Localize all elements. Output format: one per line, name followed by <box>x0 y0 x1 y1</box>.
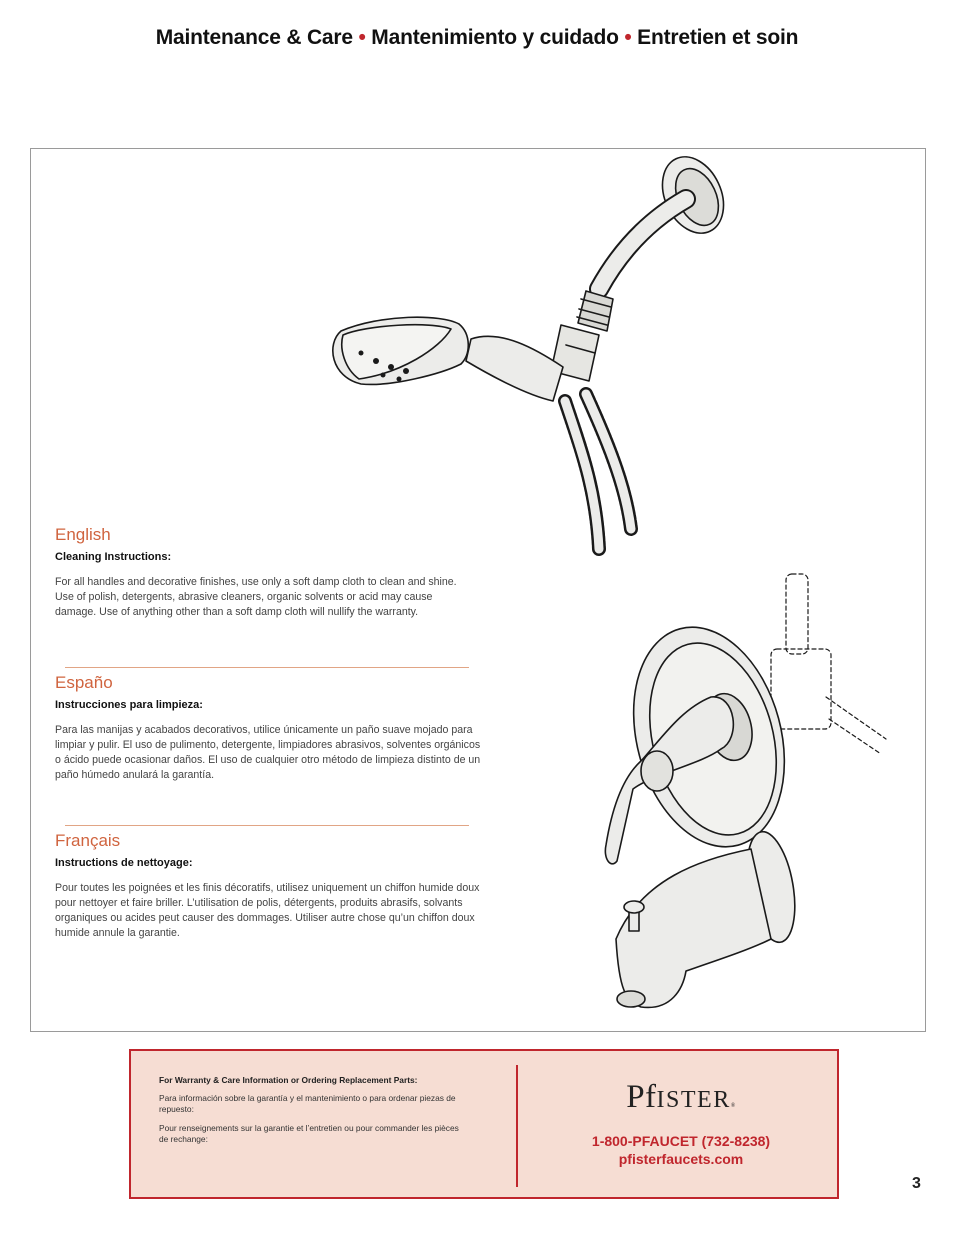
warranty-french: Pour renseignements sur la garantie et l’entretien ou pour commander les pièces de rechange: <box>159 1123 459 1144</box>
handshower-handle <box>466 336 563 401</box>
title-french: Entretien et soin <box>637 26 799 49</box>
spanish-section <box>55 673 481 783</box>
section-title: Españo <box>55 673 113 692</box>
warranty-spanish: Para información sobre la garantía y el mantenimiento o para ordenar piezas de repuesto: <box>159 1093 456 1114</box>
section-title: English <box>55 525 111 544</box>
instructions-panel <box>30 148 926 1032</box>
warranty-heading: For Warranty & Care Information or Ordering Replacement Parts: <box>159 1075 418 1085</box>
title-separator: • <box>358 26 366 49</box>
section-body: Para las manijas y acabados decorativos, utilice únicamente un paño suave mojado para limpiar y pulir. El uso de pulimento, detergente, limpiadores abrasivos, solventes orgánicos o ácido puede ocasionar daños. El uso de cualquier otro método de limpieza distinto de un paño húmedo anulará la garantía. <box>55 724 481 781</box>
title-english: Maintenance & Care <box>155 26 353 49</box>
warranty-text <box>159 1075 459 1153</box>
logo-rest: ISTER <box>656 1087 731 1113</box>
section-subtitle: Instrucciones para limpieza: <box>55 699 203 711</box>
page-title <box>0 26 954 50</box>
section-subtitle: Instructions de nettoyage: <box>55 857 193 869</box>
section-divider <box>65 667 469 668</box>
phone-number[interactable]: 1-800-PFAUCET (732-8238) <box>591 1133 771 1149</box>
pfister-logo <box>526 1079 836 1116</box>
website-link[interactable]: pfisterfaucets.com <box>618 1151 744 1167</box>
english-section <box>55 525 475 620</box>
section-body: Pour toutes les poignées et les finis décoratifs, utilisez uniquement un chiffon humide doux pour nettoyer et faire briller. L’utilisation de polis, détergents, produits abrasifs, solvants organiques ou acides peut causer des dommages. Utiliser autre chose qu’un chiffon doux humide annule la garantie. <box>55 882 480 939</box>
section-body: For all handles and decorative finishes, use only a soft damp cloth to clean and shine. Use of polish, detergents, abrasive cleaners, organic solvents or acid may cause damage. Use of anything other than a soft damp cloth will nullify the warranty. <box>55 576 457 618</box>
contact-block <box>526 1051 836 1197</box>
french-section <box>55 831 480 941</box>
warranty-info-box <box>129 1049 839 1199</box>
title-spanish: Mantenimiento y cuidado <box>371 26 619 49</box>
logo-initial: Pf <box>626 1079 657 1115</box>
section-title: Français <box>55 831 121 850</box>
title-separator: • <box>624 26 632 49</box>
footer-divider <box>516 1065 518 1187</box>
section-subtitle: Cleaning Instructions: <box>55 551 172 563</box>
page-number: 3 <box>912 1175 921 1192</box>
diverter-knob <box>624 901 644 913</box>
logo-mark: ® <box>730 1103 736 1109</box>
section-divider <box>65 825 469 826</box>
